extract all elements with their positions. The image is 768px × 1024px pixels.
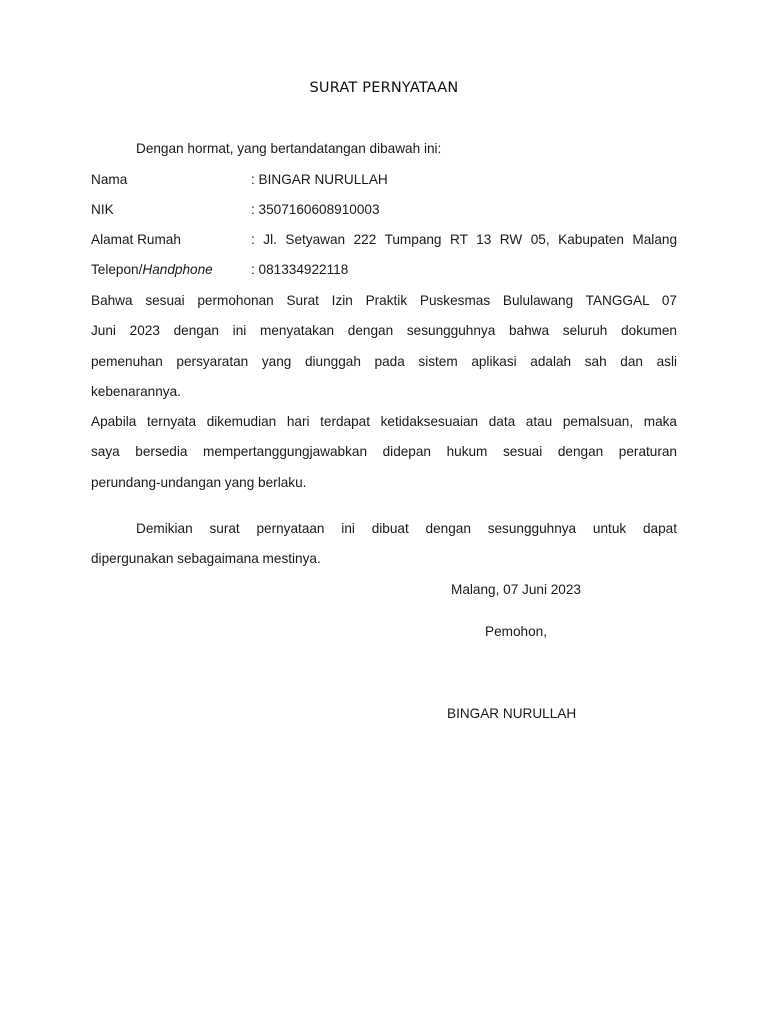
- nama-value: : BINGAR NURULLAH: [251, 172, 388, 187]
- document-title: SURAT PERNYATAAN: [309, 80, 459, 96]
- paragraph-liability-line: perundang-undangan yang berlaku.: [91, 474, 307, 490]
- telepon-label-italic: Handphone: [142, 262, 213, 277]
- paragraph-statement-line: Bahwa sesuai permohonan Surat Izin Praktik Puskesmas Bululawang TANGGAL 07: [91, 293, 677, 308]
- applicant-label: Pemohon,: [485, 624, 547, 639]
- telepon-label-text: Telepon/: [91, 262, 143, 277]
- telepon-label: [91, 262, 213, 277]
- greeting-text: Dengan hormat, yang bertandatangan dibawah ini:: [136, 141, 442, 156]
- place-date: Malang, 07 Juni 2023: [451, 582, 581, 597]
- nik-label: NIK: [91, 202, 114, 217]
- alamat-value-text: : Jl. Setyawan 222 Tumpang RT 13 RW 05, Kabupaten Malang: [251, 232, 677, 247]
- closing-line-2: dipergunakan sebagaimana mestinya.: [91, 551, 321, 566]
- paragraph-statement-line: Juni 2023 dengan ini menyatakan dengan sesungguhnya bahwa seluruh dokumen: [91, 323, 677, 339]
- paragraph-liability: [91, 407, 677, 498]
- nama-label: Nama: [91, 172, 128, 187]
- paragraph-liability-line: Apabila ternyata dikemudian hari terdapat ketidaksesuaian data atau pemalsuan, maka: [91, 414, 677, 429]
- signatory-name: BINGAR NURULLAH: [447, 706, 577, 721]
- nik-value: : 3507160608910003: [251, 202, 380, 217]
- telepon-value: : 081334922118: [251, 262, 349, 277]
- closing-line-1-text: Demikian surat pernyataan ini dibuat dengan sesungguhnya untuk dapat: [136, 521, 677, 536]
- closing-line-1: [136, 521, 677, 536]
- paragraph-statement-line: pemenuhan persyaratan yang diunggah pada sistem aplikasi adalah sah dan asli: [91, 353, 677, 369]
- paragraph-statement: [91, 286, 677, 408]
- paragraph-liability-line: saya bersedia mempertanggungjawabkan didepan hukum sesuai dengan peraturan: [91, 444, 677, 460]
- alamat-value: [251, 232, 677, 247]
- paragraph-statement-line: kebenarannya.: [91, 384, 181, 400]
- alamat-label: Alamat Rumah: [91, 232, 181, 247]
